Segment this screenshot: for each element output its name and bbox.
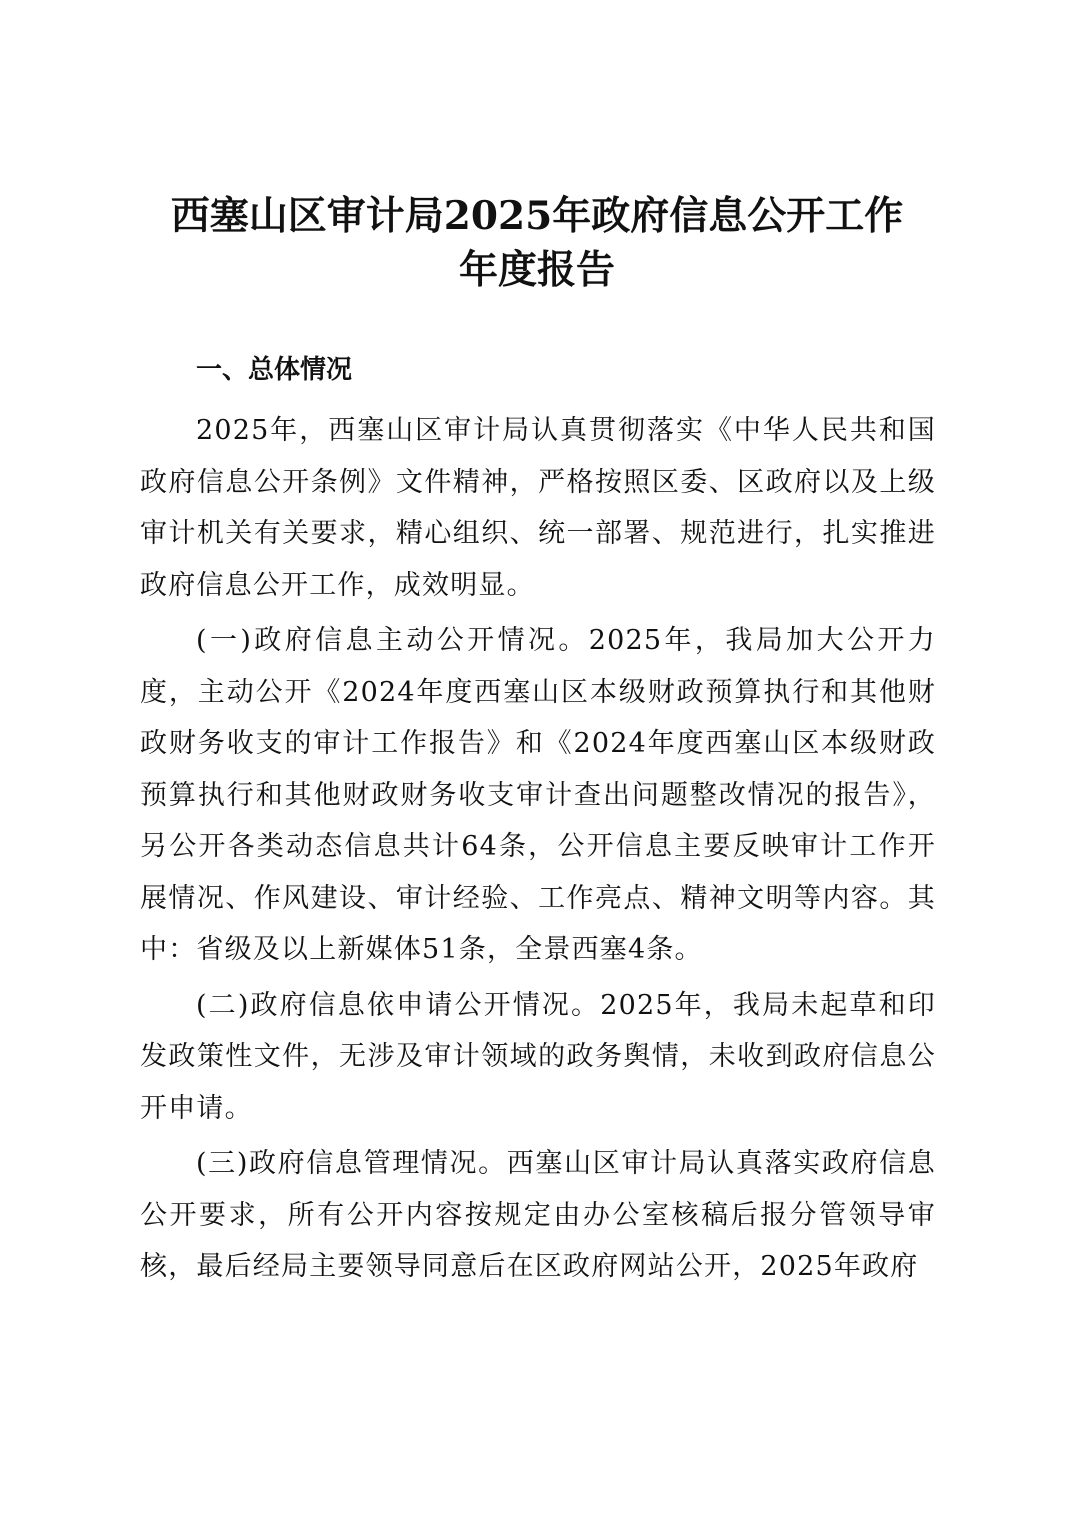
paragraph-intro: 2025年，西塞山区审计局认真贯彻落实《中华人民共和国政府信息公开条例》文件精神，严格按照区委、区政府以及上级审计机关有关要求，精心组织、统一部署、规范进行，扎实推进政府信息公开工作，成效明显。 [140, 415, 936, 601]
section-heading-overview: 一、总体情况 [196, 355, 353, 385]
paragraph-active-disclosure: (一)政府信息主动公开情况。2025年，我局加大公开力度，主动公开《2024年度西塞山区本级财政预算执行和其他财政财务收支的审计工作报告》和《2024年度西塞山区本级财政预算执行和其他财政财务收支审计查出问题整改情况的报告》，另公开各类动态信息共计64条，公开信息主要反映审计工作开展情况、作风建设、审计经验、工作亮点、精神文明等内容。其中：省级及以上新媒体51条，全景西塞4条。 [140, 625, 936, 965]
paragraph-information-management: (三)政府信息管理情况。西塞山区审计局认真落实政府信息公开要求，所有公开内容按规定由办公室核稿后报分管领导审核，最后经局主要领导同意后在区政府网站公开，2025年政府 [140, 1148, 936, 1282]
document-body [140, 352, 936, 1293]
paragraph-request-disclosure: (二)政府信息依申请公开情况。2025年，我局未起草和印发政策性文件，无涉及审计领域的政务舆情，未收到政府信息公开申请。 [140, 989, 936, 1124]
document-title-line-2: 年度报告 [458, 247, 615, 293]
document-title-line-1: 西塞山区审计局2025年政府信息公开工作 [170, 193, 904, 239]
